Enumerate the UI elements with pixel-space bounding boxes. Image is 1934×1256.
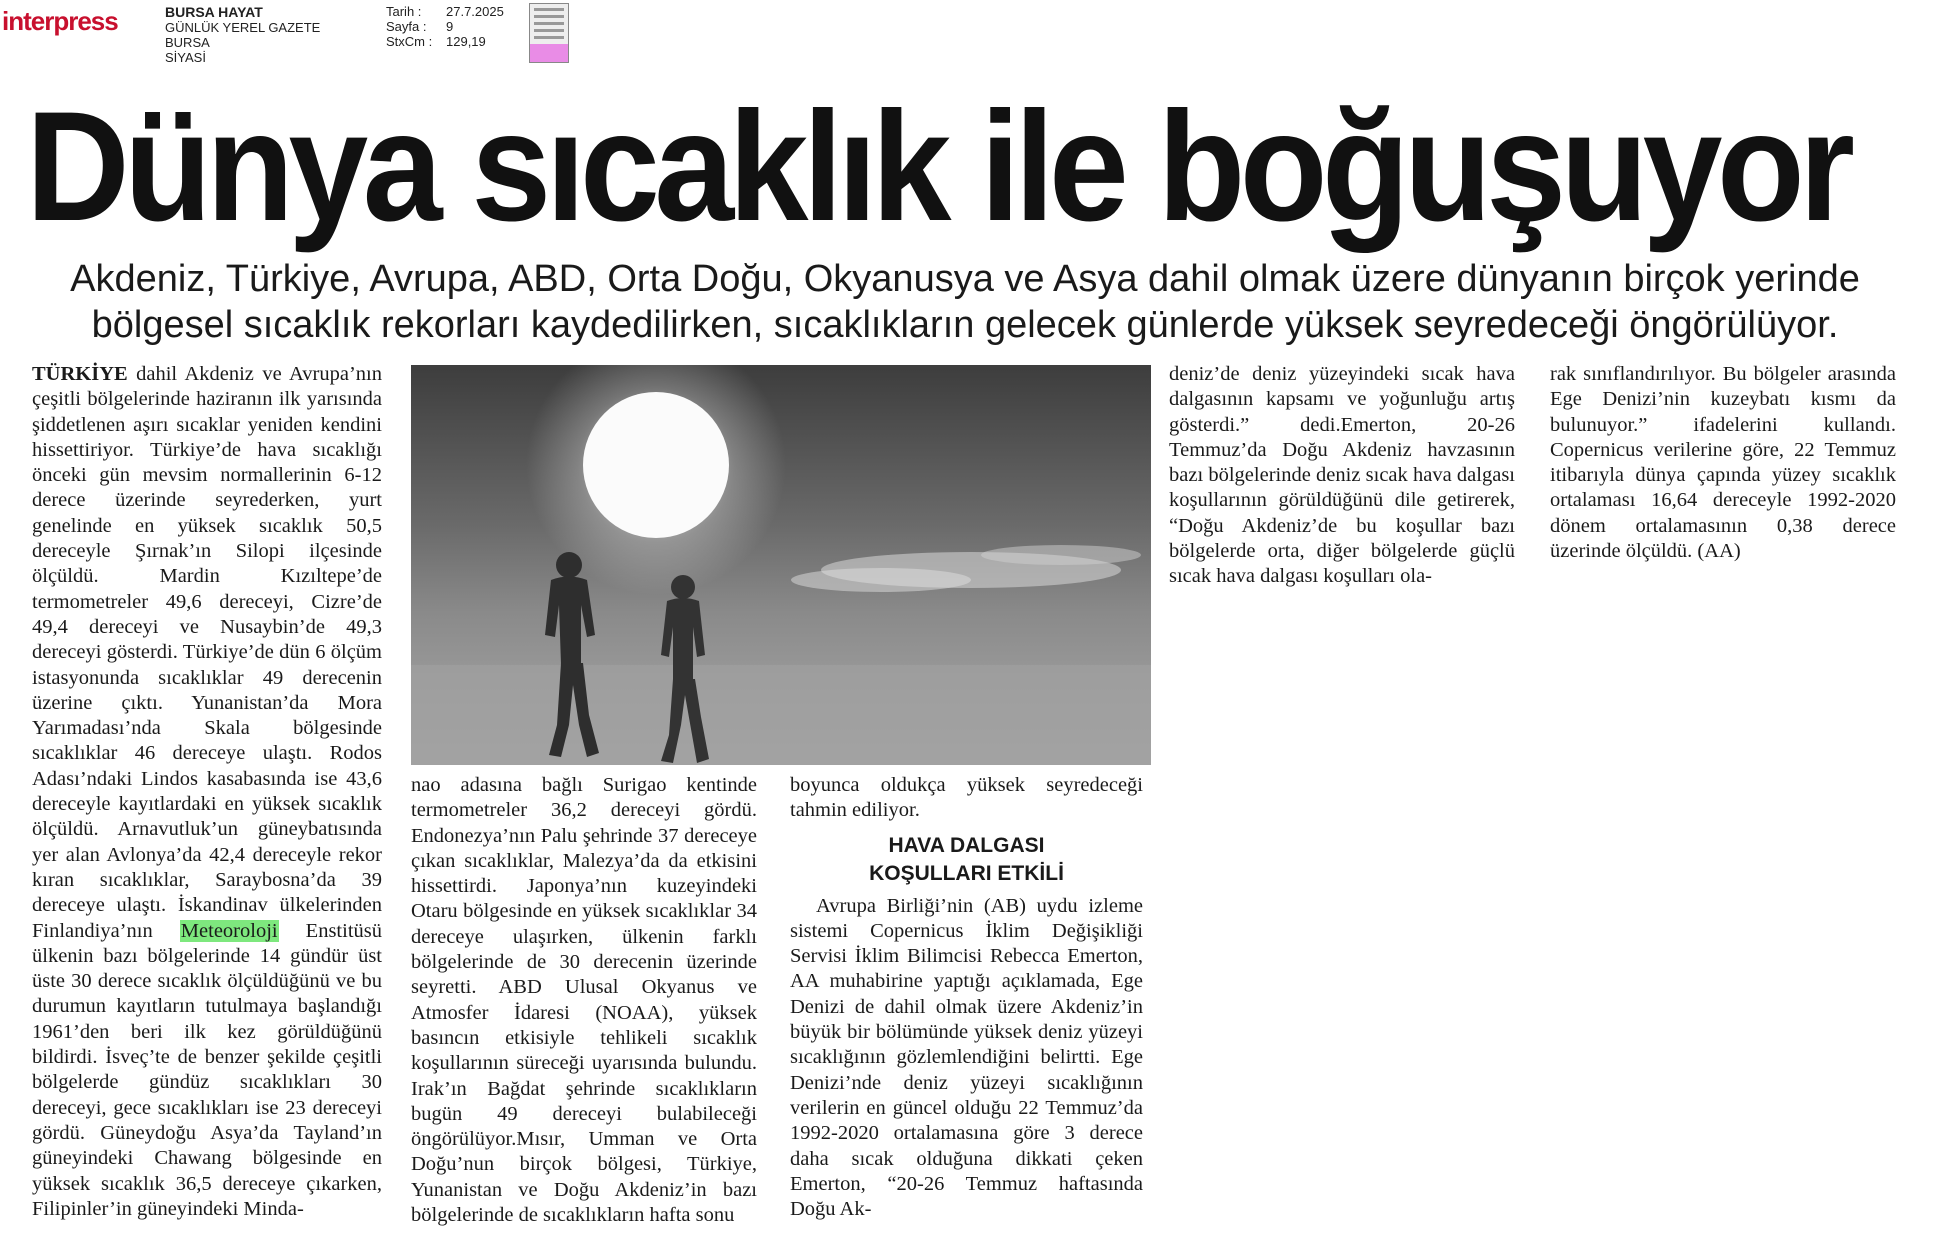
stxcm-value: 129,19 — [446, 34, 486, 49]
col1-text-b: Enstitüsü ülkenin bazı bölgelerinde 14 gündür üst üste 30 derece sıcaklık ölçüldüğünü ve bu durumun kayıtların tutulmaya başlandığı 1961’den beri ilk kez görüldüğünü bildirdi. İsveç’te de benzer şekilde çeşitli bölgelerde gündüz sıcaklıkları 30 dereceyi, gece sıcaklıkları ise 23 dereceyi gördü. Güneydoğu Asya’da Tayland’ın güneyindeki Chawang bölgesinde en yüksek sıcaklık 36,5 dereceye çıkarken, Filipinler’in güneyindeki Minda- — [32, 919, 382, 1220]
article-column-1 — [32, 362, 382, 1222]
deck — [20, 256, 1910, 348]
thumb-line — [534, 22, 564, 25]
interpress-logo: interpress — [2, 6, 118, 36]
publication-city: BURSA — [165, 35, 210, 50]
highlighted-word: Meteoroloji — [180, 919, 278, 942]
sun — [583, 392, 729, 538]
publication-type: GÜNLÜK YEREL GAZETE — [165, 20, 321, 35]
date-value: 27.7.2025 — [446, 4, 504, 19]
publication-info — [165, 5, 320, 65]
col3-top-text: boyunca oldukça yüksek seyredeceği tahmin ediliyor. — [790, 774, 1143, 822]
publication-name: BURSA HAYAT — [165, 4, 263, 20]
subhead-line-1: HAVA DALGASI — [888, 833, 1045, 857]
thumb-line — [534, 29, 564, 32]
cloud — [981, 545, 1141, 565]
cloud — [791, 568, 971, 592]
stxcm-label: StxCm : — [386, 34, 433, 49]
publication-category: SİYASİ — [165, 50, 206, 65]
thumb-line — [534, 8, 564, 11]
page-thumbnail[interactable] — [529, 3, 569, 63]
article-photo — [411, 365, 1151, 765]
page-label: Sayfa : — [386, 19, 427, 34]
headline: Dünya sıcaklık ile boğuşuyor — [26, 80, 1850, 254]
col2-text: nao adasına bağlı Surigao kentinde termometreler 36,2 dereceyi gördü. Endonezya’nın Palu şehrinde 37 dereceye çıkan sıcaklıklar, Malezya’da da etkisini hissettirdi. Japonya’nın kuzeyindeki Otaru bölgesinde en yüksek sıcaklıklar 34 dereceye ulaşırken, ülkenin farklı bölgelerinde de 30 derecenin üzerinde seyretti. ABD Ulusal Okyanus ve Atmosfer İdaresi (NOAA), yüksek basıncın etkisiyle tehlikeli sıcaklık koşullarının süreceği uyarısında bulundu. Irak’ın Bağdat şehrinde sıcaklıkların bugün 49 dereceyi bulabileceği öngörülüyor.Mısır, Umman ve Orta Doğu’nun birçok bölgesi, Türkiye, Yunanistan ve Doğu Akdeniz’in bazı bölgelerinde de sıcaklıkların hafta sonu — [411, 774, 757, 1227]
subhead-line-2: KOŞULLARI ETKİLİ — [869, 861, 1064, 885]
horizon-haze — [411, 665, 1151, 765]
col5-text: rak sınıflandırılıyor. Bu bölgeler arasında Ege Denizi’nin kuzeybatı kısmı da bulunuyor.” ifadelerini kullandı. Copernicus verilerine göre, 22 Temmuz itibarıyla dünya çapında yüzey sıcaklık ortalaması 16,64 dereceyle 1992-2020 dönem ortalamasının 0,38 derece üzerinde ölçüldü. (AA) — [1550, 363, 1896, 563]
article-column-5 — [1550, 362, 1896, 564]
col3-body-text: Avrupa Birliği’nin (AB) uydu izleme sistemi Copernicus İklim Değişikliği Servisi İklim Bilimcisi Rebecca Emerton, AA muhabirine yaptığı açıklamada, Ege Denizi de dahil olmak üzere Akdeniz’in büyük bir bölümünde yüksek deniz yüzeyi sıcaklığının gözlemlendiğini belirtti. Ege Denizi’nde deniz yüzeyi sıcaklığının verilerin en güncel olduğu 22 Temmuz’da 1992-2020 ortalamasına göre 3 derece daha sıcak olduğuna dikkati çeken Emerton, “20-26 Temmuz haftasında Doğu Ak- — [790, 894, 1143, 1221]
col1-text-a: dahil Akdeniz ve Avrupa’nın çeşitli bölgelerinde haziranın ilk yarısında şiddetlenen aşırı sıcaklar yeniden kendini hissettiriyor. Türkiye’de hava sıcaklığı önceki gün mevsim normallerinin 6-12 derece üzerinde seyrederken, yurt genelinde en yüksek sıcaklık 50,5 dereceyle Şırnak’ın Silopi ilçesinde ölçüldü. Mardin Kızıltepe’de termometreler 49,6 dereceyi, Cizre’de 49,4 dereceyi ve Nusaybin’de 49,3 dereceyi gösterdi. Türkiye’de dün 6 ölçüm istasyonunda sıcaklıklar 49 derecenin üzerine çıktı. Yunanistan’da Mora Yarımadası’nda Skala bölgesinde sıcaklıklar 46 dereceye ulaştı. Rodos Adası’ndaki Lindos kasabasında ise 43,6 dereceyle kayıtlardaki en yüksek sıcaklık ölçüldü. Arnavutluk’un güneybatısında yer alan Avlonya’da 42,4 dereceyle rekor kıran sıcaklıklar, Saraybosna’da 39 dereceye ulaştı. İskandinav ülkelerinden Finlandiya’nın — [32, 363, 382, 942]
deck-line-2: bölgesel sıcaklık rekorları kaydedilirken, sıcaklıkların gelecek günlerde yüksek seyredeceği öngörülüyor. — [91, 304, 1839, 346]
lead-word: TÜRKİYE — [32, 363, 128, 385]
article-column-4 — [1169, 362, 1515, 590]
date-label: Tarih : — [386, 4, 422, 19]
deck-line-1: Akdeniz, Türkiye, Avrupa, ABD, Orta Doğu, Okyanusya ve Asya dahil olmak üzere dünyanın birçok yerinde — [70, 258, 1860, 300]
thumb-line — [534, 36, 564, 39]
photo-silhouettes — [411, 365, 1151, 765]
col4-text: deniz’de deniz yüzeyindeki sıcak hava dalgasının kapsamı ve yoğunluğu artış gösterdi.” dedi.Emerton, 20-26 Temmuz’da Doğu Akdeniz havzasının bazı bölgelerinde deniz sıcak hava dalgası koşullarının görüldüğünü dile getirerek, “Doğu Akdeniz’de bu koşullar bazı bölgelerde orta, diğer bölgelerde güçlü sıcak hava dalgası koşulları ola- — [1169, 363, 1515, 588]
article-column-3 — [790, 773, 1143, 1222]
page-value: 9 — [446, 19, 454, 34]
thumb-highlight — [530, 44, 568, 62]
section-subhead — [790, 832, 1143, 888]
article-column-2 — [411, 773, 757, 1228]
thumb-line — [534, 15, 564, 18]
clipping-meta — [386, 4, 526, 49]
